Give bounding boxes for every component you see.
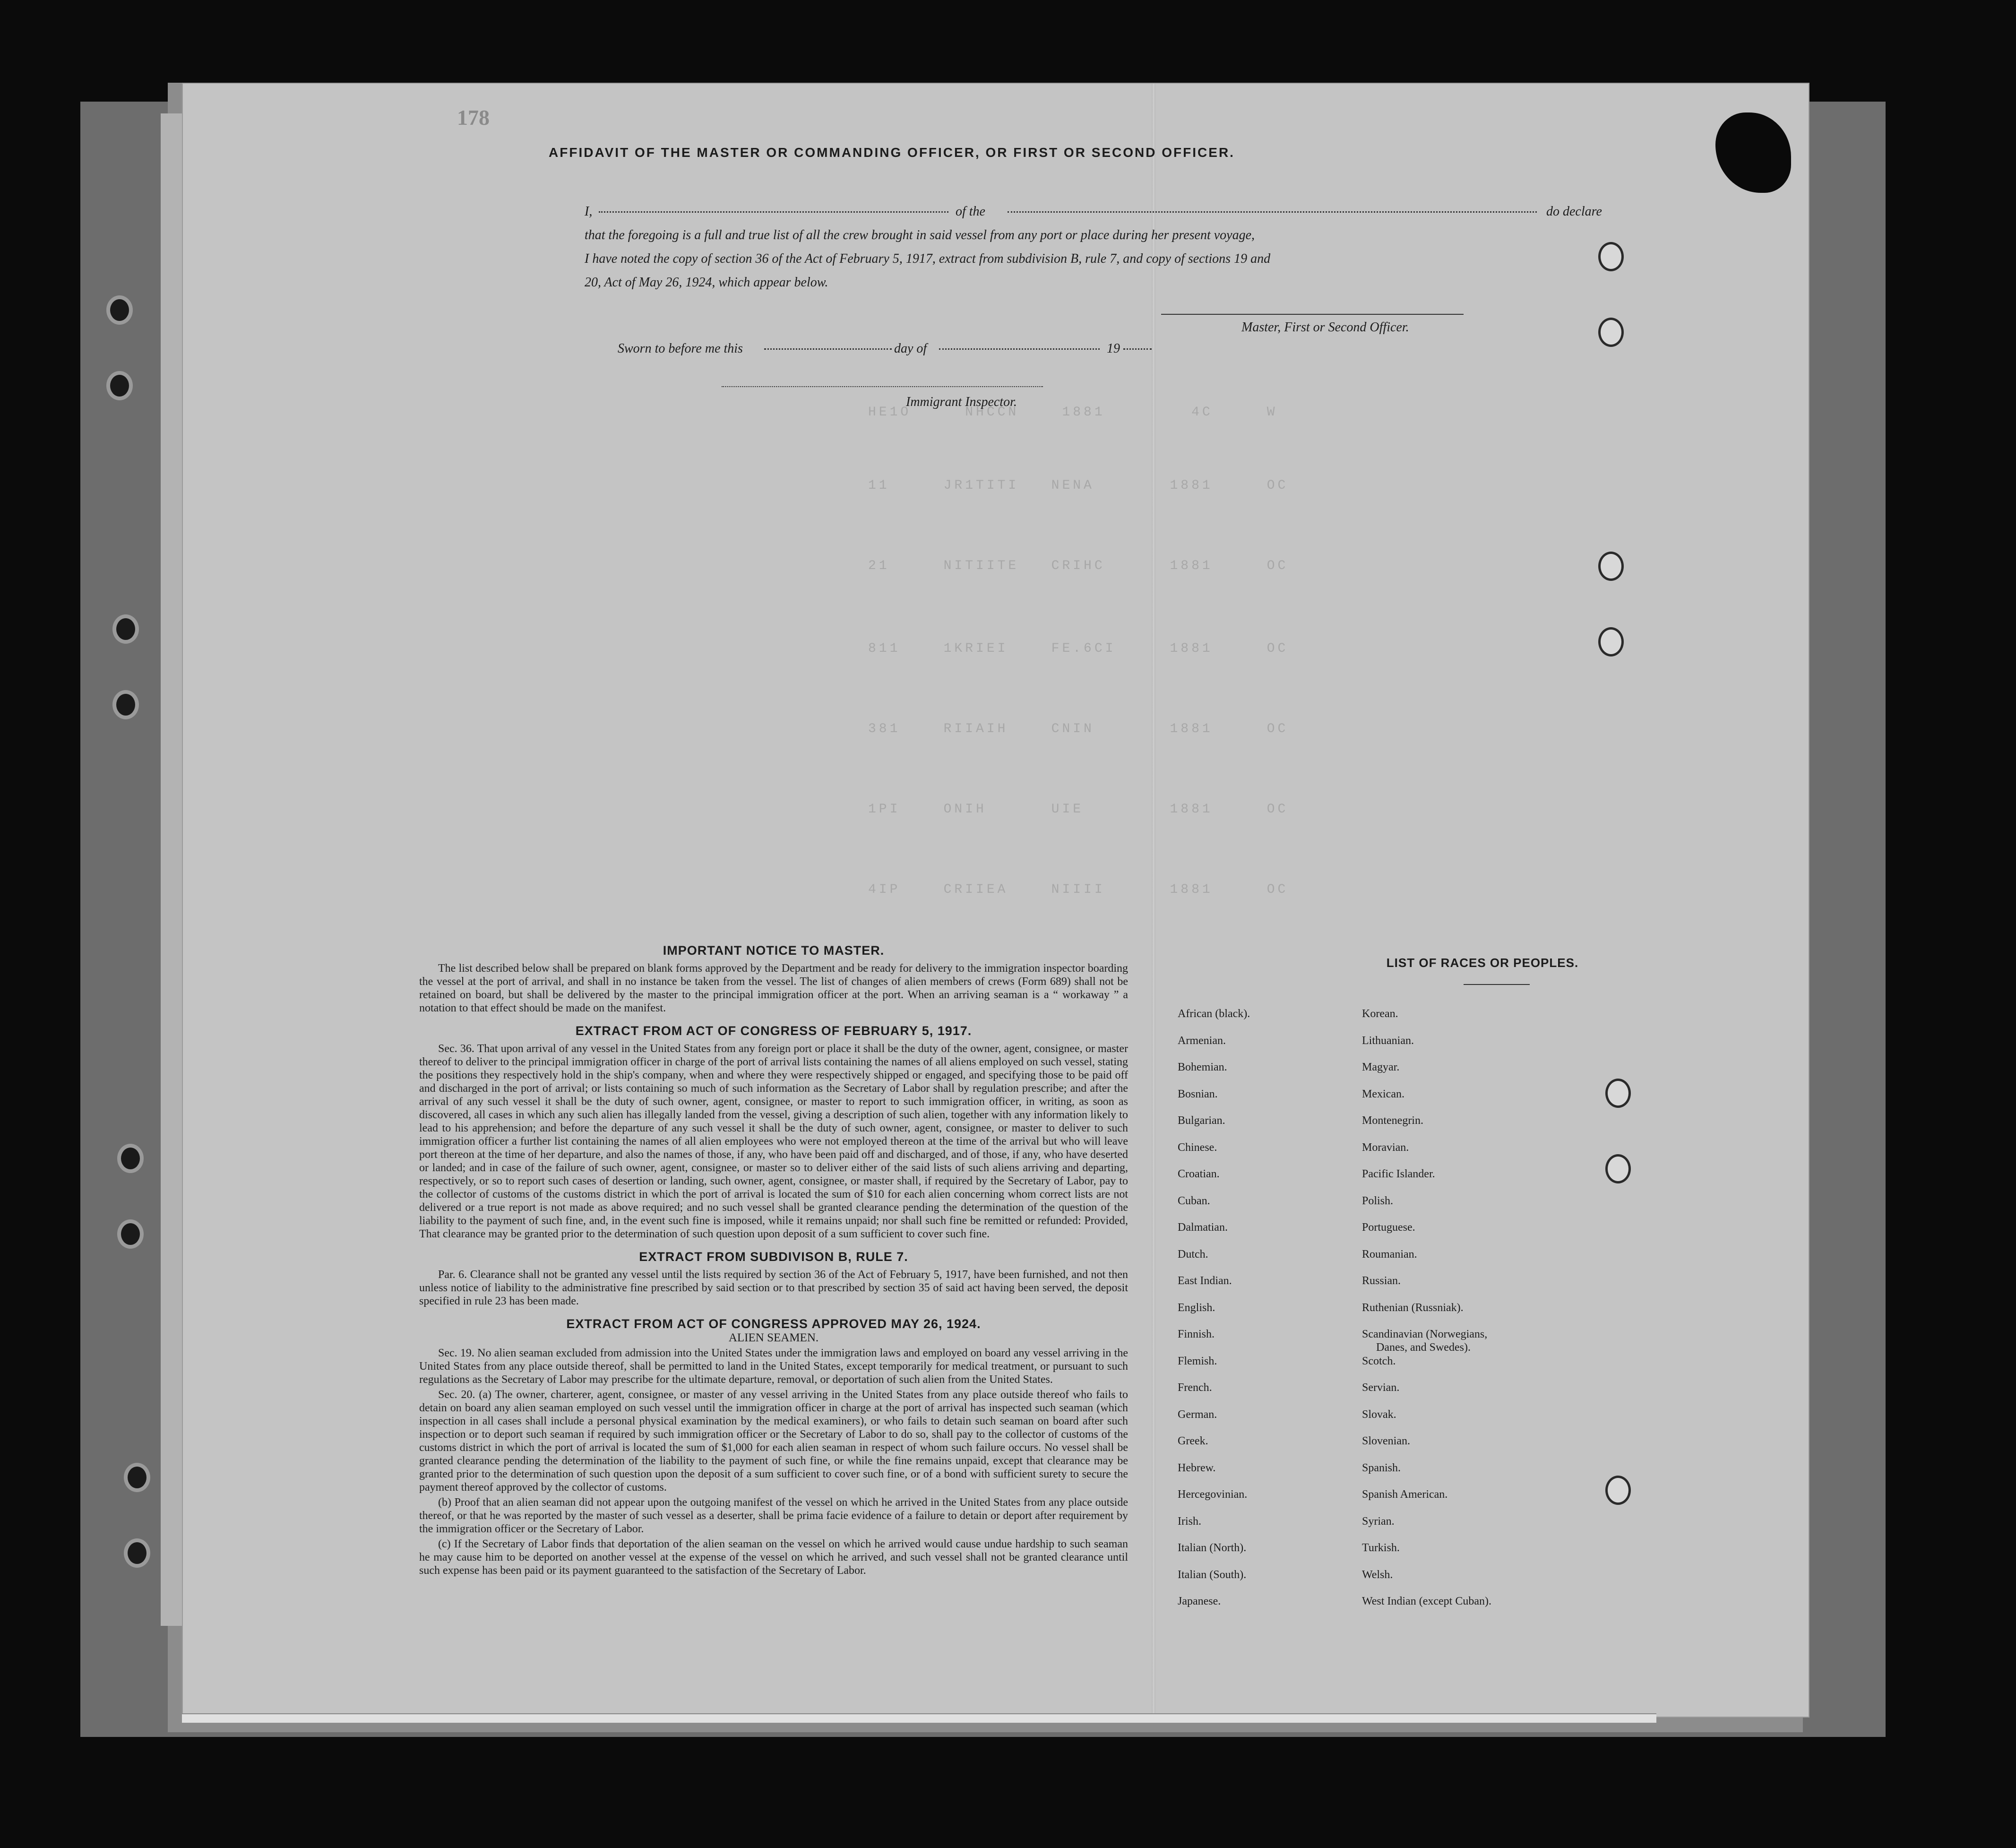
binder-ring xyxy=(117,1219,144,1249)
extract-1924-title: EXTRACT FROM ACT OF CONGRESS APPROVED MAY 26, 1924. xyxy=(566,1317,981,1331)
inspector-signature-line[interactable] xyxy=(722,386,1043,387)
ghost-text: 1PI ONIH UIE 1881 OC xyxy=(868,802,1289,817)
ghost-text: 811 1KRIEI FE.6CI 1881 OC xyxy=(868,641,1289,656)
extract-1917-title: EXTRACT FROM ACT OF CONGRESS OF FEBRUARY 5, 1917. xyxy=(575,1024,972,1038)
affidavit-line2: that the foregoing is a full and true list of all the crew brought in said vessel from any port or place during her present voyage, xyxy=(585,228,1255,242)
ghost-text: 21 NITIITE CRIHC 1881 OC xyxy=(868,559,1289,573)
race-item: Syrian. xyxy=(1362,1515,1395,1528)
race-item: Servian. xyxy=(1362,1382,1400,1394)
punch-hole xyxy=(1605,1154,1631,1183)
rule7-title: EXTRACT FROM SUBDIVISON B, RULE 7. xyxy=(639,1250,908,1264)
race-item: Italian (South). xyxy=(1178,1568,1247,1581)
race-item: Hebrew. xyxy=(1178,1461,1216,1474)
inspector-label: Immigrant Inspector. xyxy=(906,395,1017,409)
legal-notices xyxy=(419,934,1128,1579)
race-item: Lithuanian. xyxy=(1362,1034,1414,1047)
affidavit-declare: do declare xyxy=(1546,204,1602,219)
sworn-date-blank[interactable] xyxy=(764,348,892,350)
race-item: Magyar. xyxy=(1362,1061,1400,1073)
ghost-text: HE1O NHCCN 1881 4C W xyxy=(868,405,1278,420)
sworn-year: 19 xyxy=(1107,341,1120,356)
master-signature-label: Master, First or Second Officer. xyxy=(1241,320,1409,335)
race-item: Ruthenian (Russniak). xyxy=(1362,1301,1464,1314)
race-item: Portuguese. xyxy=(1362,1221,1415,1234)
race-item: Slovak. xyxy=(1362,1408,1396,1421)
race-item: Roumanian. xyxy=(1362,1248,1417,1261)
punch-hole xyxy=(1598,627,1624,656)
sec20a-body: Sec. 20. (a) The owner, charterer, agent, consignee, or master of any vessel arriving in the United States from any place outside thereof who fails to detain on board any alien seaman employed on such vessel until the immigration officer in charge at the port of arrival has inspected such seaman (which inspection in all cases shall include a personal physical examination by the medical examiners), or who fails to detain such seaman on board after such inspection or to deport such seaman if required by such immigration officer or the Secretary of Labor to do so, shall pay to the collector of customs of the customs district in which the port of arrival is located the sum of $1,000 for each alien seaman in respect of whom such failure occurs. No vessel shall be granted clearance pending the determination of the liability to the payment of such fine, or while the fine remains unpaid, except that clearance may be granted prior to the determination of such question upon the deposit of a sum sufficient to cover such fine, or of a bond with sufficient surety to secure the payment thereof approved by the collector of customs. xyxy=(419,1389,1128,1494)
race-item: Flemish. xyxy=(1178,1355,1217,1367)
extract-1924-subtitle: ALIEN SEAMEN. xyxy=(728,1331,819,1344)
sworn-day: day of xyxy=(894,341,927,356)
race-item: Greek. xyxy=(1178,1435,1208,1447)
race-item: Pacific Islander. xyxy=(1362,1168,1435,1180)
sec20b-body: (b) Proof that an alien seaman did not appear upon the outgoing manifest of the vessel on which he arrived in the United States from any place outside thereof, or that he was reported by the master of such vessel as a deserter, shall be prima facie evidence of a failure to detain or deport after requirement by the immigration officer or the Secretary of Labor. xyxy=(419,1496,1128,1535)
sec20c-body: (c) If the Secretary of Labor finds that deportation of the alien seaman on the vessel on which he arrived would cause undue hardship to such seaman he may cause him to be deported on another vessel at the expense of the vessel on which he arrived, and such vessel shall not be granted clearance until such expense has been paid or its payment guaranteed to the satisfaction of the Secretary of Labor. xyxy=(419,1538,1128,1577)
race-item: Armenian. xyxy=(1178,1034,1226,1047)
punch-hole xyxy=(1605,1079,1631,1108)
race-item: Montenegrin. xyxy=(1362,1114,1423,1127)
binder-ring xyxy=(106,371,133,400)
race-item: French. xyxy=(1178,1382,1212,1394)
page-number: 178 xyxy=(457,105,490,130)
race-item: German. xyxy=(1178,1408,1217,1421)
notice-title: IMPORTANT NOTICE TO MASTER. xyxy=(663,943,885,958)
punch-hole xyxy=(1598,318,1624,347)
manifest-page xyxy=(182,83,1809,1718)
race-item: East Indian. xyxy=(1178,1275,1232,1287)
race-item: Chinese. xyxy=(1178,1141,1217,1154)
race-item: Mexican. xyxy=(1362,1088,1404,1100)
race-item: Slovenian. xyxy=(1362,1435,1410,1447)
race-item: Italian (North). xyxy=(1178,1542,1247,1554)
race-item: Scotch. xyxy=(1362,1355,1396,1367)
race-item: Hercegovinian. xyxy=(1178,1488,1248,1501)
race-item: Russian. xyxy=(1362,1275,1401,1287)
affidavit-line3: I have noted the copy of section 36 of the Act of February 5, 1917, extract from subdivision B, rule 7, and copy of sections 19 and xyxy=(585,251,1271,266)
race-item: Croatian. xyxy=(1178,1168,1220,1180)
races-right-column xyxy=(1362,1008,1491,1622)
race-item: Dalmatian. xyxy=(1178,1221,1228,1234)
vessel-blank[interactable] xyxy=(1008,211,1537,213)
race-item: Scandinavian (Norwegians, xyxy=(1362,1328,1488,1340)
affidavit-i: I, xyxy=(585,204,593,219)
race-item: Japanese. xyxy=(1178,1595,1221,1607)
binder-ring xyxy=(124,1538,150,1568)
race-item: Welsh. xyxy=(1362,1568,1393,1581)
sworn-prefix: Sworn to before me this xyxy=(618,341,743,356)
race-item: Bosnian. xyxy=(1178,1088,1218,1100)
race-item: Turkish. xyxy=(1362,1542,1400,1554)
extract-1917-body: Sec. 36. That upon arrival of any vessel in the United States from any foreign port or place it shall be the duty of the owner, agent, consignee, or master thereof to deliver to the principal immigration officer in charge of the port of arrival lists containing the names of all aliens employed on such vessel, stating the positions they respectively hold in the ship's company, when and where they were respectively shipped or engaged, and specifying those to be paid off and discharged in the port of arrival; or lists containing so much of such information as the Secretary of Labor shall by regulation prescribe; and after the arrival of any such vessel it shall be the duty of such owner, agent, consignee, or master to report to such immigration officer, in writing, as soon as discovered, all cases in which any such alien has illegally landed from the vessel, giving a description of such alien, together with any information likely to lead to his apprehension; and before the departure of any such vessel it shall be the duty of such owner, agent, consignee, or master to deliver to such immigration officer a further list containing the names of all alien employees who were not employed thereon at the time of the arrival but who will leave port thereon at the time of her departure, and also the names of those, if any, who have been paid off and discharged, and of those, if any, who have deserted or landed; and in case of the failure of such owner, agent, consignee, or master so to deliver either of the said lists of such aliens arriving and departing, respectively, or so to report such cases of desertion or landing, such owner, agent, consignee, or master shall, if required by the Secretary of Labor, pay to the collector of customs of the customs district in which the port of arrival is located the sum of $10 for each alien concerning whom correct lists are not delivered or a true report is not made as above required; and no such vessel shall be granted clearance pending the determination of the question of the liability to the payment of such fine, and, in the event such fine is imposed, while it remains unpaid; nor shall such fine be remitted or refunded: Provided, That clearance may be granted prior to the determination of such question upon deposit of a sum sufficient to cover such fine. xyxy=(419,1043,1128,1240)
race-item: Spanish American. xyxy=(1362,1488,1448,1501)
race-item: English. xyxy=(1178,1301,1215,1314)
race-item: Spanish. xyxy=(1362,1461,1401,1474)
race-item: Irish. xyxy=(1178,1515,1201,1528)
races-title-rule xyxy=(1464,984,1530,985)
sec19-body: Sec. 19. No alien seaman excluded from admission into the United States under the immigration laws and employed on board any vessel arriving in the United States from any place outside thereof, shall be permitted to land in the United States, except temporarily for medical treatment, or pursuant to such regulations as the Secretary of Labor may prescribe for the ultimate departure, removal, or deportation of such alien from the United States. xyxy=(419,1347,1128,1386)
punch-hole xyxy=(1598,552,1624,581)
binder-ring xyxy=(112,614,139,644)
name-blank[interactable] xyxy=(599,211,948,213)
ghost-text: 4IP CRIIEA NIIII 1881 OC xyxy=(868,882,1289,897)
binder-ring xyxy=(112,690,139,719)
sworn-year-blank[interactable] xyxy=(1123,348,1152,350)
underlying-page-edge xyxy=(182,1713,1656,1723)
ghost-text: 11 JR1TITI NENA 1881 OC xyxy=(868,478,1289,493)
sworn-month-blank[interactable] xyxy=(939,348,1100,350)
binder-ring xyxy=(106,295,133,325)
page-fold xyxy=(1152,84,1155,1717)
affidavit-line4: 20, Act of May 26, 1924, which appear below. xyxy=(585,275,828,290)
race-item: West Indian (except Cuban). xyxy=(1362,1595,1491,1607)
rule7-body: Par. 6. Clearance shall not be granted any vessel until the lists required by section 36 of the Act of February 5, 1917, have been furnished, and not then unless notice of liability to the administrative fine prescribed by said section or to that prescribed by section 35 of said act having been served, the deposit specified in rule 23 has been made. xyxy=(419,1269,1128,1307)
race-item: Moravian. xyxy=(1362,1141,1409,1154)
race-item: Bohemian. xyxy=(1178,1061,1227,1073)
race-item: Bulgarian. xyxy=(1178,1114,1225,1127)
race-item: Danes, and Swedes). xyxy=(1376,1341,1471,1354)
affidavit-of: of the xyxy=(956,204,985,219)
punch-hole xyxy=(1605,1476,1631,1505)
ghost-text: 381 RIIAIH CNIN 1881 OC xyxy=(868,722,1289,736)
race-item: African (black). xyxy=(1178,1008,1250,1020)
races-title: LIST OF RACES OR PEOPLES. xyxy=(1386,956,1579,970)
race-item: Cuban. xyxy=(1178,1194,1210,1207)
notice-body: The list described below shall be prepared on blank forms approved by the Department and be ready for delivery to the immigration inspector boarding the vessel at the port of arrival, and shall in no instance be taken from the vessel. The list of changes of alien members of crews (Form 689) shall not be retained on board, but shall be delivered by the master to the principal immigration officer at the port. When an arriving seaman is a “ workaway ” a notation to that effect should be made on the manifest. xyxy=(419,962,1128,1014)
race-item: Dutch. xyxy=(1178,1248,1208,1261)
binder-ring xyxy=(124,1463,150,1492)
punch-hole xyxy=(1598,242,1624,271)
race-item: Finnish. xyxy=(1178,1328,1215,1340)
race-item: Korean. xyxy=(1362,1008,1398,1020)
races-left-column xyxy=(1178,1008,1250,1622)
binding-edge xyxy=(161,113,183,1626)
binder-ring xyxy=(117,1144,144,1173)
affidavit-title: AFFIDAVIT OF THE MASTER OR COMMANDING OFFICER, OR FIRST OR SECOND OFFICER. xyxy=(549,145,1235,160)
master-signature-line[interactable] xyxy=(1161,314,1464,315)
race-item: Polish. xyxy=(1362,1194,1394,1207)
